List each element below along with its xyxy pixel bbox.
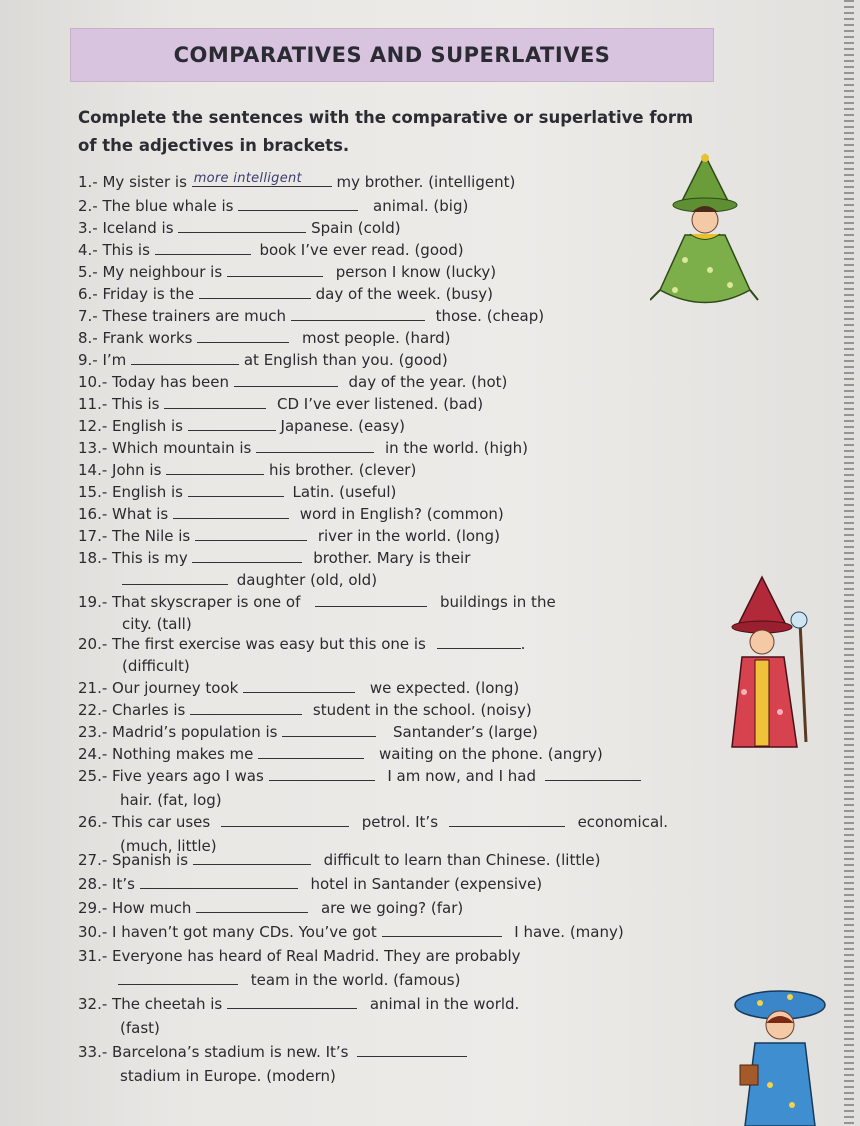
answer-blank xyxy=(155,240,251,255)
exercise-line: 24.- Nothing makes me waiting on the phone. (angry) xyxy=(78,745,603,763)
exercise-line: 31.- Everyone has heard of Real Madrid. They are probably xyxy=(78,947,521,965)
answer-blank xyxy=(195,526,307,541)
answer-blank xyxy=(178,218,306,233)
exercise-line: 15.- English is Latin. (useful) xyxy=(78,483,397,501)
answer-blank xyxy=(243,678,355,693)
answer-blank xyxy=(282,722,376,737)
answer-blank xyxy=(221,812,349,827)
exercise-line: 17.- The Nile is river in the world. (long) xyxy=(78,527,500,545)
exercise-line: daughter (old, old) xyxy=(122,570,377,590)
exercise-line: city. (tall) xyxy=(122,615,192,633)
answer-blank xyxy=(315,592,427,607)
answer-blank xyxy=(131,350,239,365)
answer-blank xyxy=(238,196,358,211)
handwritten-answer: more intelligent xyxy=(193,171,302,186)
exercise-line: 14.- John is his brother. (clever) xyxy=(78,461,417,479)
answer-blank xyxy=(193,850,311,865)
answer-blank xyxy=(196,898,308,913)
exercise-line: 19.- That skyscraper is one of buildings in the xyxy=(78,593,556,611)
answer-blank xyxy=(227,262,323,277)
exercise-line: 27.- Spanish is difficult to learn than Chinese. (little) xyxy=(78,851,601,869)
answer-blank xyxy=(164,394,266,409)
exercise-line: 12.- English is Japanese. (easy) xyxy=(78,417,405,435)
blue-wizard-illustration xyxy=(730,985,830,1126)
exercise-line: 10.- Today has been day of the year. (hot) xyxy=(78,373,508,391)
answer-blank xyxy=(449,812,565,827)
answer-blank xyxy=(188,482,284,497)
answer-blank xyxy=(188,416,276,431)
answer-blank xyxy=(382,922,502,937)
exercise-line: 33.- Barcelona’s stadium is new. It’s xyxy=(78,1042,467,1062)
answer-blank xyxy=(118,970,238,985)
answer-blank xyxy=(166,460,264,475)
answer-blank xyxy=(173,504,289,519)
answer-blank xyxy=(192,172,332,187)
answer-blank xyxy=(357,1042,467,1057)
exercise-line: 30.- I haven’t got many CDs. You’ve got I have. (many) xyxy=(78,923,624,941)
exercise-line: 5.- My neighbour is person I know (lucky) xyxy=(78,263,497,281)
answer-blank xyxy=(256,438,374,453)
exercise-line: hair. (fat, log) xyxy=(120,791,222,809)
answer-blank xyxy=(437,634,521,649)
exercise-line: 23.- Madrid’s population is Santander’s (large) xyxy=(78,723,538,741)
exercise-line: 2.- The blue whale is animal. (big) xyxy=(78,197,469,215)
answer-blank xyxy=(190,700,302,715)
green-wizard-illustration xyxy=(650,150,760,320)
exercise-line: 21.- Our journey took we expected. (long) xyxy=(78,679,520,697)
exercise-line: stadium in Europe. (modern) xyxy=(120,1067,336,1085)
instructions: Complete the sentences with the comparative or superlative form of the adjectives in brackets. xyxy=(78,108,694,155)
answer-blank xyxy=(140,874,298,889)
answer-blank xyxy=(545,766,641,781)
exercise-line: 4.- This is book I’ve ever read. (good) xyxy=(78,241,464,259)
answer-blank xyxy=(199,284,311,299)
exercise-line: 18.- This is my brother. Mary is their xyxy=(78,549,471,567)
exercise-line: 7.- These trainers are much those. (cheap) xyxy=(78,307,545,325)
exercise-line: 1.- My sister is more intelligent my brother. (intelligent) xyxy=(78,171,516,191)
exercise-line: (difficult) xyxy=(122,657,190,675)
answer-blank xyxy=(197,328,289,343)
exercise-line: (much, little) xyxy=(120,837,217,855)
exercise-line: 8.- Frank works most people. (hard) xyxy=(78,329,451,347)
exercise-line: 32.- The cheetah is animal in the world. xyxy=(78,995,520,1013)
decorative-border xyxy=(838,0,860,1126)
exercise-line: 29.- How much are we going? (far) xyxy=(78,899,464,917)
answer-blank xyxy=(192,548,302,563)
exercise-line: 20.- The first exercise was easy but this one is . xyxy=(78,635,526,653)
exercise-line: (fast) xyxy=(120,1019,160,1037)
exercise-line: 16.- What is word in English? (common) xyxy=(78,505,504,523)
exercise-line: 22.- Charles is student in the school. (noisy) xyxy=(78,701,532,719)
exercise-line: 28.- It’s hotel in Santander (expensive) xyxy=(78,875,543,893)
exercise-line: 6.- Friday is the day of the week. (busy) xyxy=(78,285,493,303)
exercise-line: 13.- Which mountain is in the world. (high) xyxy=(78,439,529,457)
answer-blank xyxy=(258,744,364,759)
answer-blank xyxy=(269,766,375,781)
exercise-line: 25.- Five years ago I was I am now, and I had xyxy=(78,766,641,786)
red-wizard-illustration xyxy=(722,572,822,762)
exercise-line: 3.- Iceland is Spain (cold) xyxy=(78,219,401,237)
worksheet-title: COMPARATIVES AND SUPERLATIVES xyxy=(70,28,714,82)
exercise-line: 11.- This is CD I’ve ever listened. (bad) xyxy=(78,395,484,413)
exercise-line: 26.- This car uses petrol. It’s economical. xyxy=(78,813,669,831)
answer-blank xyxy=(227,994,357,1009)
answer-blank xyxy=(291,306,425,321)
answer-blank xyxy=(122,570,228,585)
exercise-line: 9.- I’m at English than you. (good) xyxy=(78,351,448,369)
exercise-line: team in the world. (famous) xyxy=(118,970,460,990)
answer-blank xyxy=(234,372,338,387)
